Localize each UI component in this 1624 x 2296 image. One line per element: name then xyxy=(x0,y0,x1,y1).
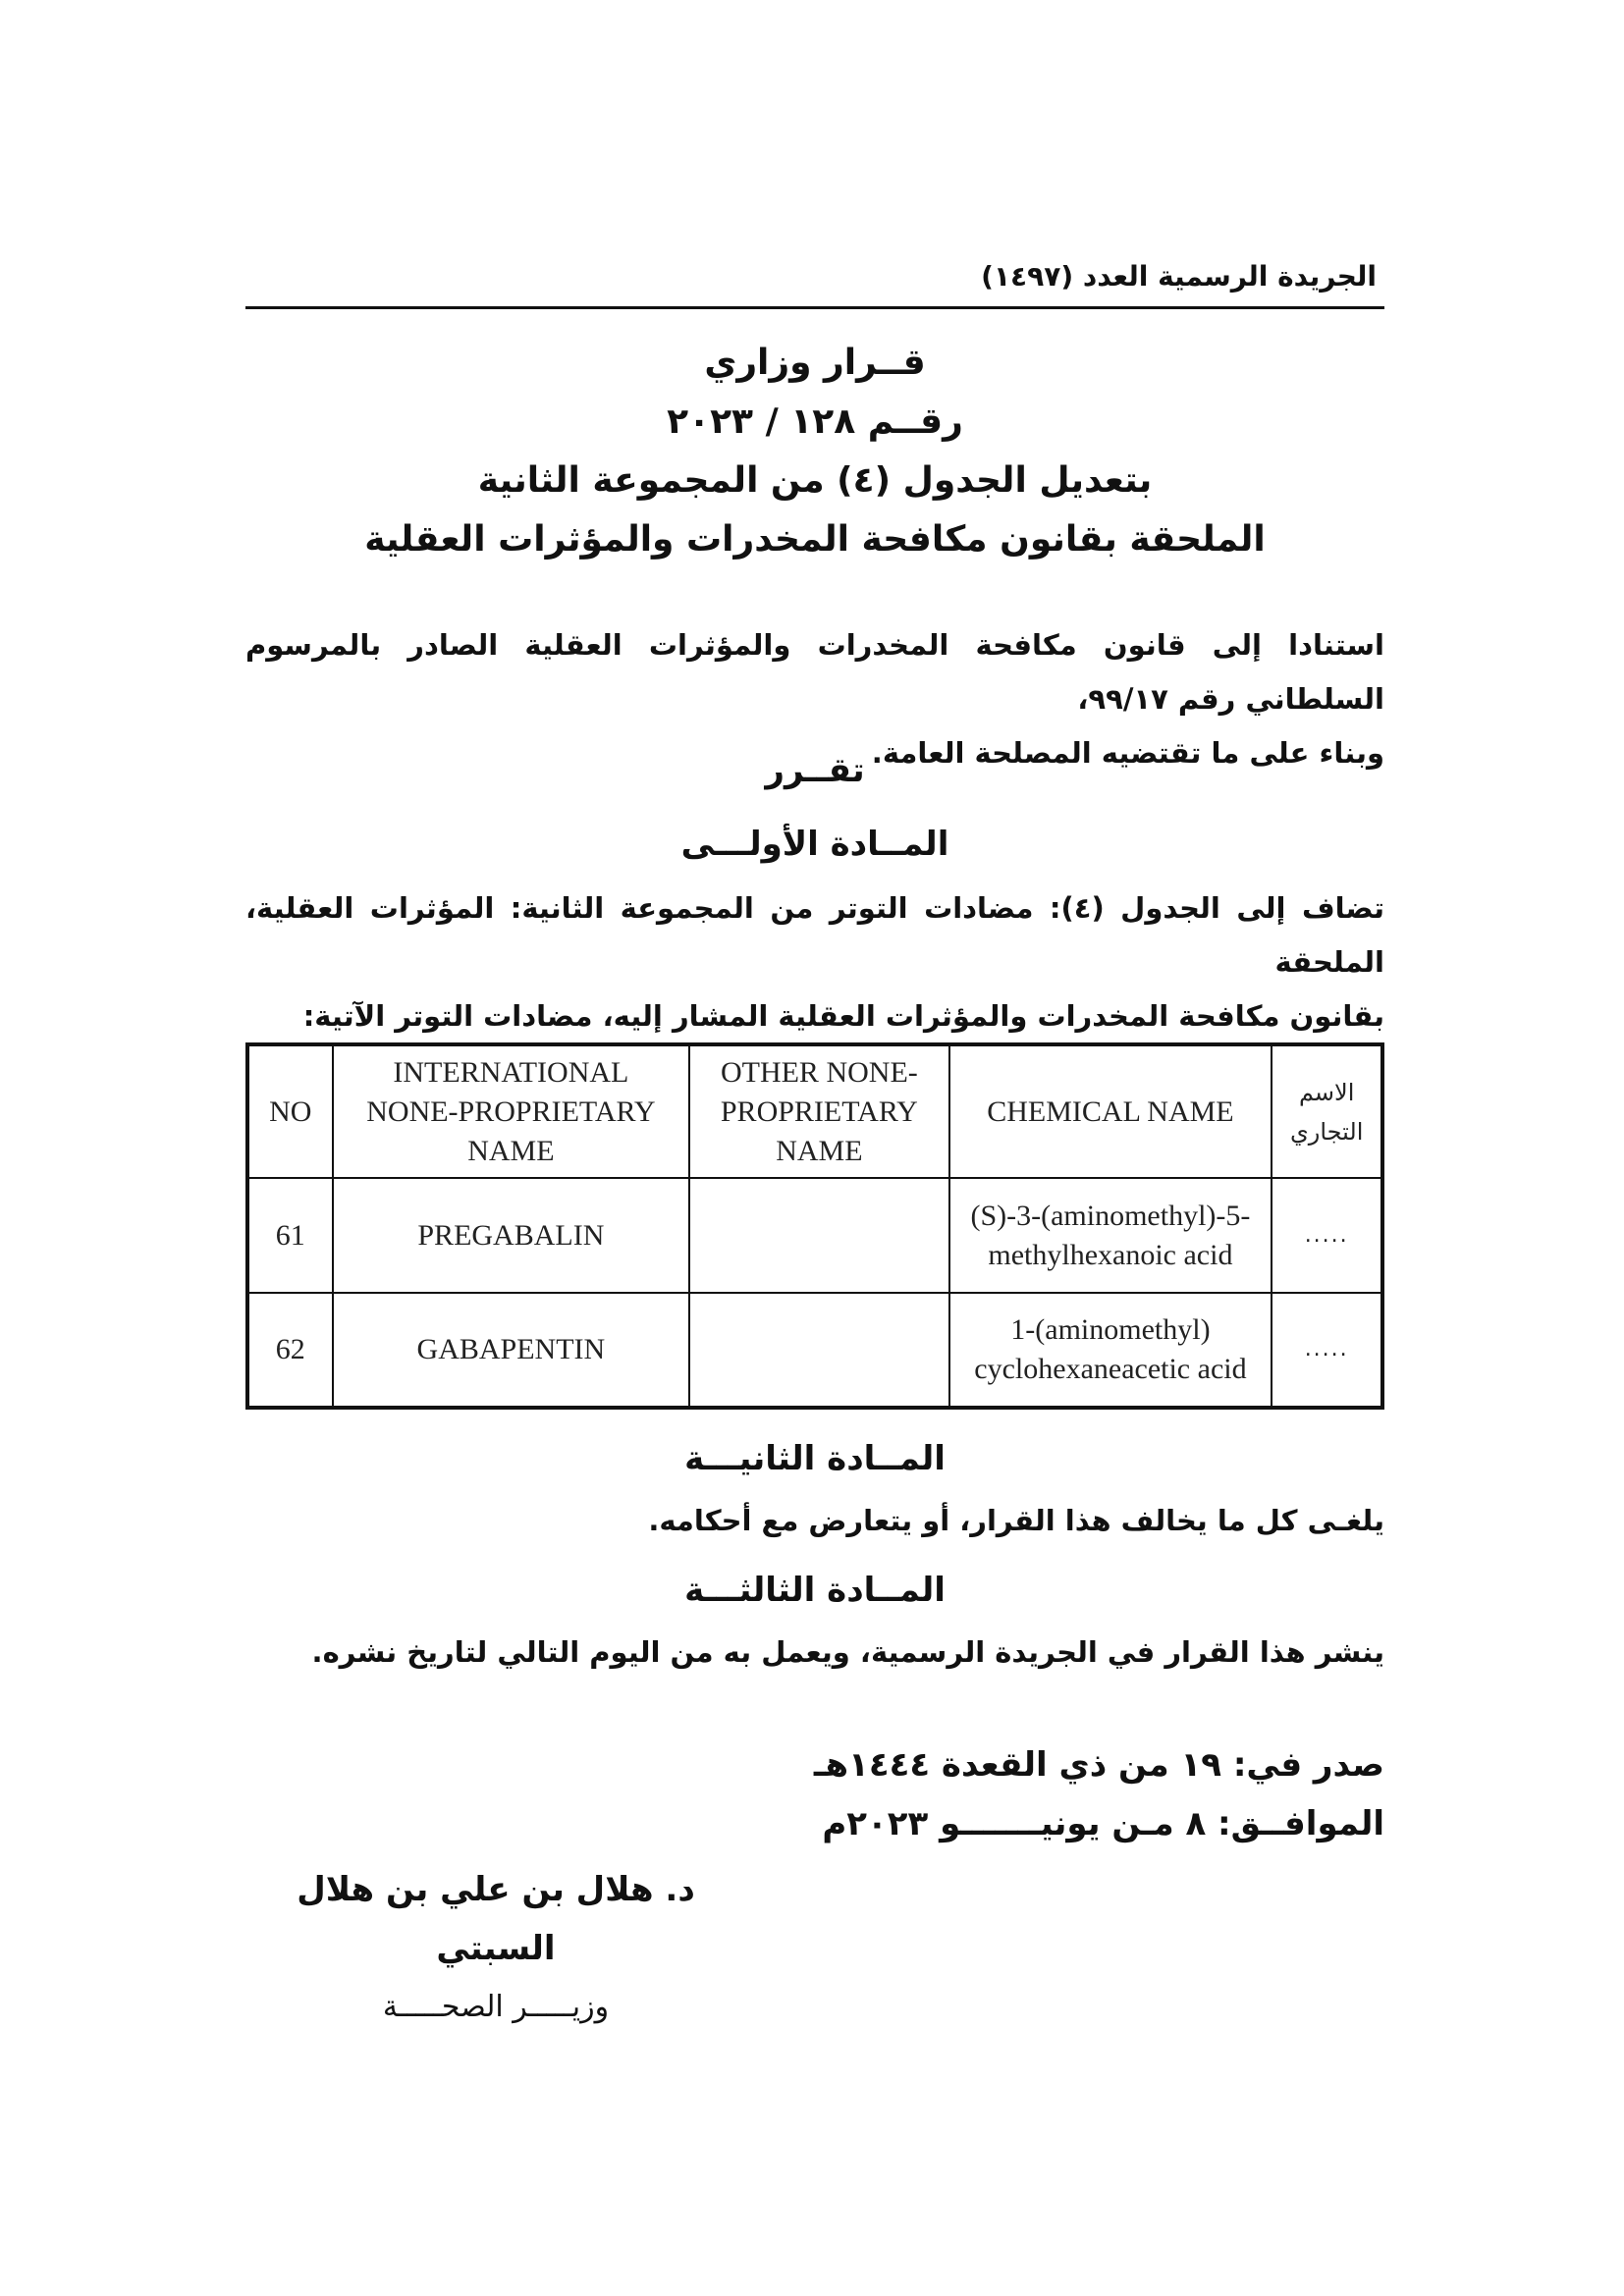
issue-date-gregorian: الموافــق: ٨ مـن يونيـــــــو ٢٠٢٣م xyxy=(822,1804,1384,1843)
header-other-name xyxy=(689,1044,948,1178)
header-trade-line-1: الاسم xyxy=(1298,1078,1355,1106)
cell-inn: PREGABALIN xyxy=(333,1178,690,1293)
table-row xyxy=(247,1293,1382,1408)
article-1-line-1: تضاف إلى الجدول (٤): مضادات التوتر من المجموعة الثانية: المؤثرات العقلية، الملحقة xyxy=(245,891,1384,979)
title-line-3: بتعديل الجدول (٤) من المجموعة الثانية xyxy=(477,460,1153,501)
cell-other-name xyxy=(689,1293,948,1408)
header-divider xyxy=(245,306,1384,309)
substances-table xyxy=(245,1042,1384,1410)
issue-date-block xyxy=(746,1735,1384,1853)
gazette-issue-label: الجريدة الرسمية العدد (١٤٩٧) xyxy=(981,260,1377,293)
preamble-line-1: استنادا إلى قانون مكافحة المخدرات والمؤثرات العقلية الصادر بالمرسوم السلطاني رقم ٩٩/١٧، xyxy=(245,628,1384,716)
header-trade-line-2: التجاري xyxy=(1289,1117,1364,1146)
article-2-text: يلغـى كل ما يخالف هذا القرار، أو يتعارض مع أحكامه. xyxy=(648,1504,1384,1537)
chemical-line-2: methylhexanoic acid xyxy=(988,1238,1233,1271)
decides-heading: تقــرر xyxy=(765,751,865,790)
signatory-block xyxy=(236,1860,756,2037)
chemical-line-1: 1-(aminomethyl) xyxy=(1010,1313,1211,1346)
cell-chemical-name xyxy=(949,1293,1272,1408)
article-1-heading: المــادة الأولـــى xyxy=(680,825,949,864)
cell-trade-name: ..... xyxy=(1272,1293,1382,1408)
header-inn-line-1: INTERNATIONAL xyxy=(393,1055,629,1089)
cell-no: 61 xyxy=(247,1178,333,1293)
chemical-line-2: cyclohexaneacetic acid xyxy=(974,1353,1247,1385)
title-line-1: قــرار وزاري xyxy=(704,343,926,383)
cell-other-name xyxy=(689,1178,948,1293)
header-chemical-name: CHEMICAL NAME xyxy=(949,1044,1272,1178)
cell-no: 62 xyxy=(247,1293,333,1408)
table-row xyxy=(247,1178,1382,1293)
gazette-header xyxy=(245,260,1384,309)
cell-trade-name: ..... xyxy=(1272,1178,1382,1293)
article-1-line-2: بقانون مكافحة المخدرات والمؤثرات العقلية المشار إليه، مضادات التوتر الآتية: xyxy=(302,999,1384,1033)
table-header-row xyxy=(247,1044,1382,1178)
signatory-name: د. هلال بن علي بن هلال السبتي xyxy=(297,1870,695,1968)
header-other-line-2: PROPRIETARY xyxy=(720,1095,918,1128)
header-trade-name xyxy=(1272,1044,1382,1178)
cell-inn: GABAPENTIN xyxy=(333,1293,690,1408)
signatory-title: وزيـــــر الصحـــــة xyxy=(382,1990,610,2024)
header-inn-line-3: NAME xyxy=(467,1134,555,1167)
title-line-2: رقــم ١٢٨ / ٢٠٢٣ xyxy=(667,401,963,442)
header-no: NO xyxy=(247,1044,333,1178)
article-3-text: ينشر هذا القرار في الجريدة الرسمية، ويعمل به من اليوم التالي لتاريخ نشره. xyxy=(311,1635,1384,1669)
issue-date-hijri: صدر في: ١٩ من ذي القعدة ١٤٤٤هـ xyxy=(813,1745,1384,1785)
decision-title xyxy=(295,334,1335,569)
cell-chemical-name xyxy=(949,1178,1272,1293)
article-3-heading: المــادة الثالثـــة xyxy=(684,1571,946,1610)
header-inn xyxy=(333,1044,690,1178)
article-2-heading: المــادة الثانيـــة xyxy=(684,1439,946,1478)
header-other-line-3: NAME xyxy=(776,1134,863,1167)
header-other-line-1: OTHER NONE- xyxy=(720,1055,918,1089)
chemical-line-1: (S)-3-(aminomethyl)-5- xyxy=(970,1199,1251,1232)
header-inn-line-2: NONE-PROPRIETARY xyxy=(366,1095,656,1128)
preamble-line-2: وبناء على ما تقتضيه المصلحة العامة. xyxy=(871,736,1384,770)
article-1-text xyxy=(245,881,1384,1043)
title-line-4: الملحقة بقانون مكافحة المخدرات والمؤثرات العقلية xyxy=(364,519,1266,560)
